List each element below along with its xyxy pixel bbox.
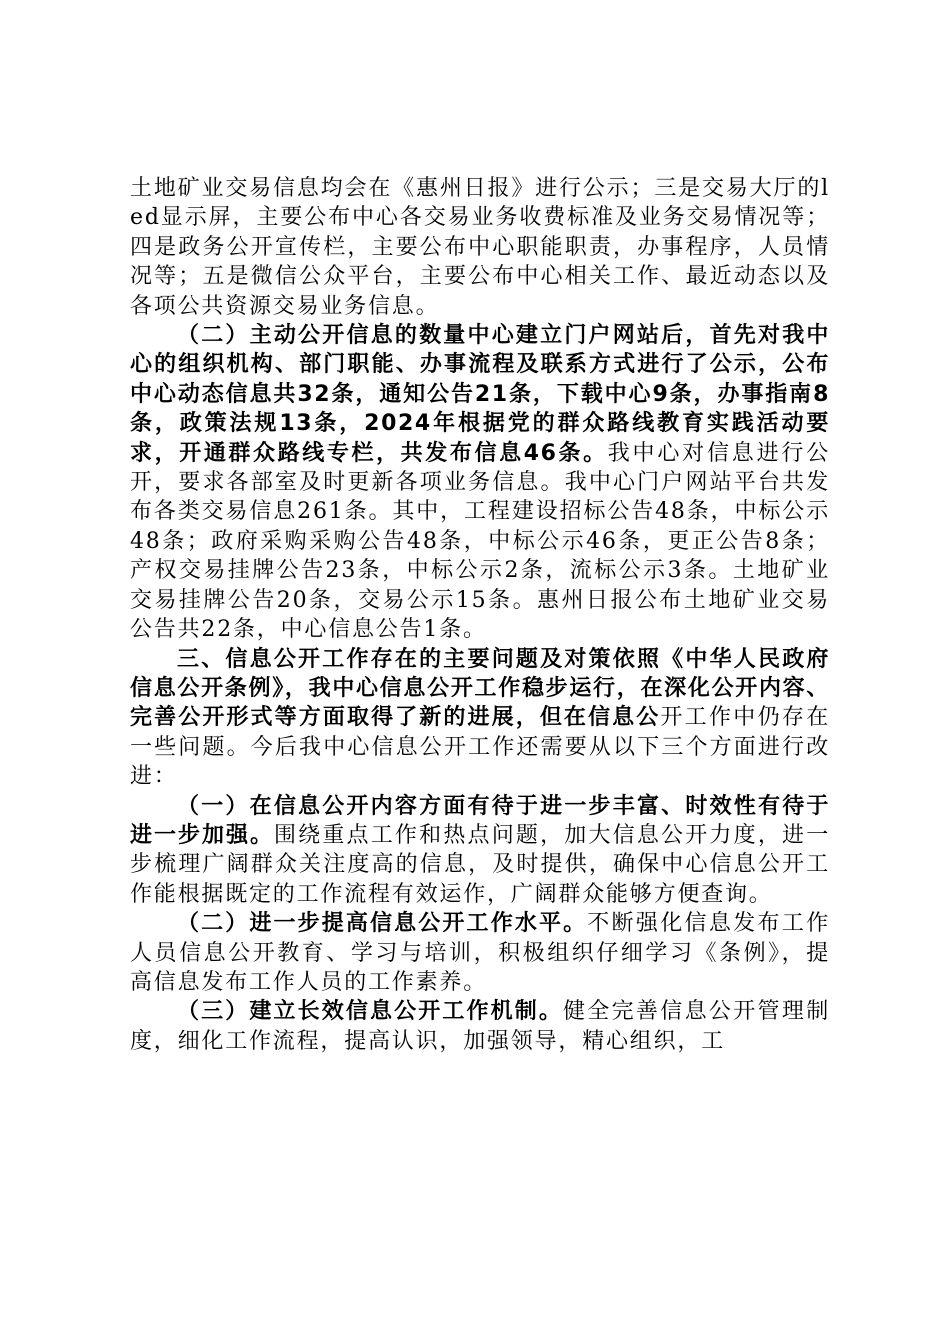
paragraph-lead: （一）在信息公开内容方面有待于进一步丰富、时效性有待于进一步加强。 [130,793,830,848]
paragraph-body: 我中心对信息进行公开，要求各部室及时更新各项业务信息。我中心门户网站平台共发布各类交易信息261条。其中，工程建设招标公告48条，中标公示48条；政府采购采购公告48条，中标公示46条，更正公告8条；产权交易挂牌公告23条，中标公示2条，流标公示3条。土地矿业交易挂牌公告20条，交易公示15条。惠州日报公布土地矿业交易公告共22条，中心信息公告1条。 [130,440,831,643]
paragraph-problems-and-measures [130,645,830,792]
paragraph-body: 开工作中仍存在一些问题。今后我中心信息公开工作还需要从以下三个方面进行改进： [130,705,831,790]
paragraph-lead: （二）进一步提高信息公开工作水平。 [177,911,588,937]
paragraph-lead: （二）主动公开信息的数量中心建立门户网站后，首先对我中心的组织机构、部门职能、办事流程及联系方式进行了公示，公布中心动态信息共32条，通知公告21条，下载中心9条，办事指南8条，政策法规13条，2024年根据党的群众路线教育实践活动要求，开通群众路线专栏，共发布信息46条。 [130,323,830,466]
paragraph-body: 土地矿业交易信息均会在《惠州日报》进行公示；三是交易大厅的led显示屏，主要公布中心各交易业务收费标准及业务交易情况等；四是政务公开宣传栏，主要公布中心职能职责，办事程序，人员情况等；五是微信公众平台，主要公布中心相关工作、最近动态以及各项公共资源交易业务信息。 [130,176,830,319]
paragraph-body: 围绕重点工作和热点问题，加大信息公开力度，进一步梳理广阔群众关注度高的信息，及时提供，确保中心信息公开工作能根据既定的工作流程有效运作，广阔群众能够方便查询。 [130,822,831,907]
paragraph-body: 不断强化信息发布工作人员信息公开教育、学习与培训，积极组织仔细学习《条例》，提高信息发布工作人员的工作素养。 [130,911,830,995]
paragraph-lead: 三、信息公开工作存在的主要问题及对策依照《中华人民政府信息公开条例》，我中心信息公开工作稳步运行，在深化公开内容、完善公开形式等方面取得了新的进展，但在信息公 [130,646,830,731]
paragraph-lead: （三）建立长效信息公开工作机制。 [177,999,563,1025]
paragraph-publicity-channels [130,174,830,321]
document-page [130,174,830,1056]
paragraph-improvement-two [130,909,830,997]
paragraph-improvement-one [130,792,830,910]
paragraph-improvement-three [130,997,830,1056]
paragraph-disclosure-quantity [130,321,830,644]
paragraph-body: 健全完善信息公开管理制度，细化工作流程，提高认识，加强领导，精心组织，工 [130,999,830,1054]
